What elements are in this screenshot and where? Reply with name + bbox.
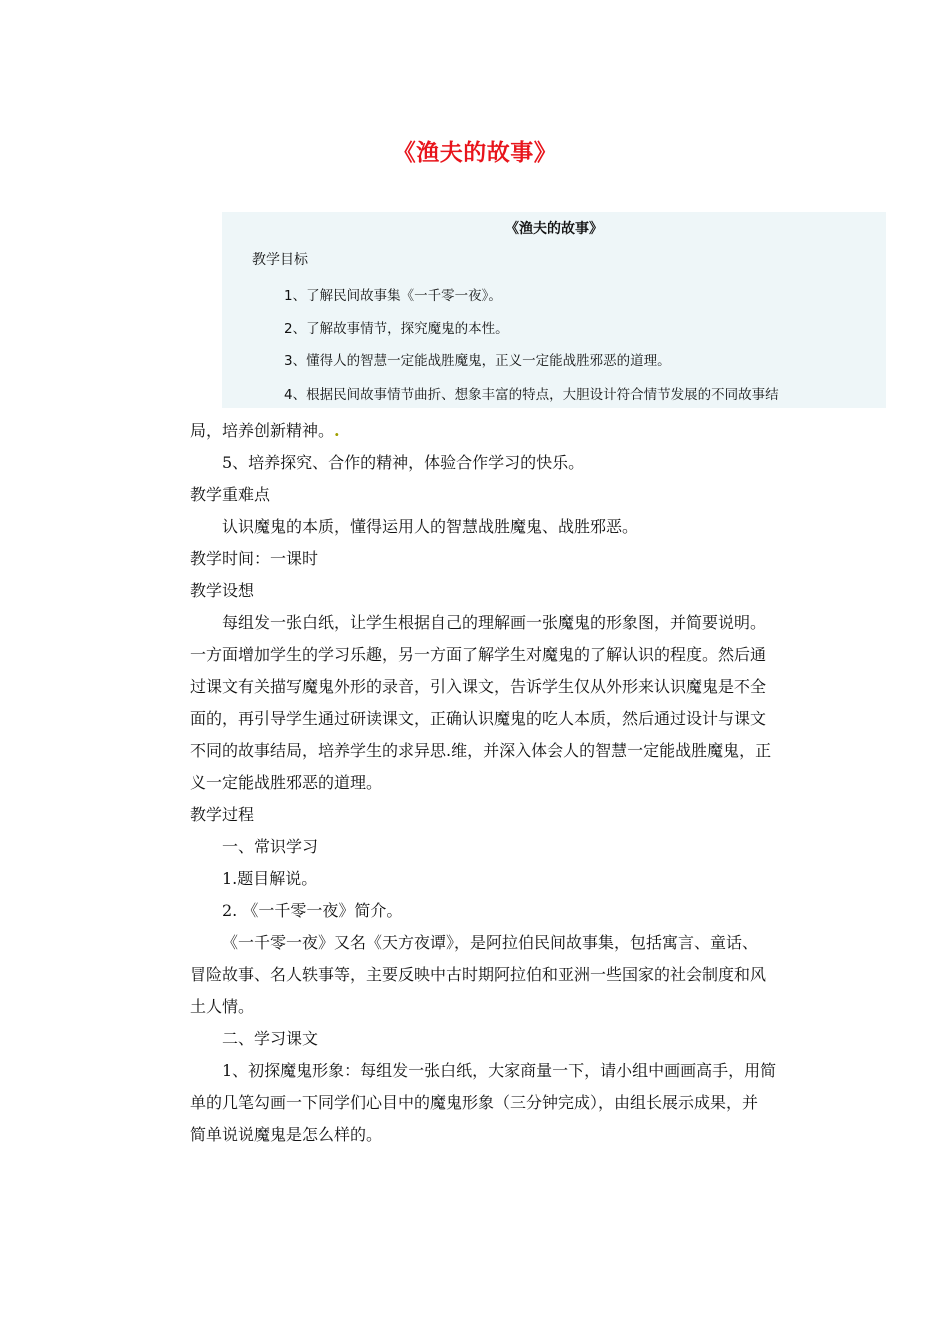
- subsection-heading: 一、常识学习: [222, 837, 319, 856]
- section-heading: 教学设想: [190, 581, 255, 600]
- paragraph-line: 土人情。: [190, 997, 255, 1016]
- objective-item: 2、了解故事情节，探究魔鬼的本性。: [284, 321, 509, 337]
- objective-continuation: 局，培养创新精神。: [190, 421, 335, 440]
- stray-dot: .: [334, 421, 340, 440]
- paragraph-line: 过课文有关描写魔鬼外形的录音，引入课文，告诉学生仅从外形来认识魔鬼是不全: [190, 677, 767, 696]
- pasted-objectives-image: [222, 212, 886, 408]
- paragraph-line: 不同的故事结局，培养学生的求异思.维，并深入体会人的智慧一定能战胜魔鬼，正: [190, 741, 772, 760]
- document-title: 《渔夫的故事》: [392, 140, 558, 166]
- section-heading: 教学重难点: [190, 485, 271, 504]
- paragraph-line: [190, 421, 340, 441]
- paragraph-line: 义一定能战胜邪恶的道理。: [190, 773, 383, 792]
- pasted-title: 《渔夫的故事》: [505, 221, 603, 237]
- paragraph-line: 《一千零一夜》又名《天方夜谭》，是阿拉伯民间故事集，包括寓言、童话、: [222, 933, 759, 952]
- paragraph-line: 简单说说魔鬼是怎么样的。: [190, 1125, 383, 1144]
- subsection-heading: 二、学习课文: [222, 1029, 319, 1048]
- list-item: 1.题目解说。: [222, 869, 318, 888]
- list-item: 2. 《一千零一夜》简介。: [222, 901, 403, 920]
- paragraph-line: 一方面增加学生的学习乐趣，另一方面了解学生对魔鬼的了解认识的程度。然后通: [190, 645, 767, 664]
- paragraph-line: 每组发一张白纸，让学生根据自己的理解画一张魔鬼的形象图，并简要说明。: [222, 613, 767, 632]
- objective-item: 1、了解民间故事集《一千零一夜》。: [284, 288, 502, 304]
- objective-item: 3、懂得人的智慧一定能战胜魔鬼，正义一定能战胜邪恶的道理。: [284, 353, 671, 369]
- paragraph-line: 面的，再引导学生通过研读课文，正确认识魔鬼的吃人本质，然后通过设计与课文: [190, 709, 767, 728]
- pasted-heading: 教学目标: [252, 252, 308, 268]
- paragraph-line: 冒险故事、名人轶事等，主要反映中古时期阿拉伯和亚洲一些国家的社会制度和风: [190, 965, 767, 984]
- objective-item: 4、根据民间故事情节曲折、想象丰富的特点，大胆设计符合情节发展的不同故事结: [284, 387, 779, 403]
- paragraph-line: 1、初探魔鬼形象：每组发一张白纸，大家商量一下，请小组中画画高手，用简: [222, 1061, 777, 1080]
- section-heading: 教学过程: [190, 805, 255, 824]
- paragraph-line: 单的几笔勾画一下同学们心目中的魔鬼形象（三分钟完成），由组长展示成果，并: [190, 1093, 759, 1112]
- objective-item: 5、培养探究、合作的精神，体验合作学习的快乐。: [222, 453, 585, 472]
- paragraph-line: 认识魔鬼的本质，懂得运用人的智慧战胜魔鬼、战胜邪恶。: [222, 517, 639, 536]
- section-heading: 教学时间：一课时: [190, 549, 319, 568]
